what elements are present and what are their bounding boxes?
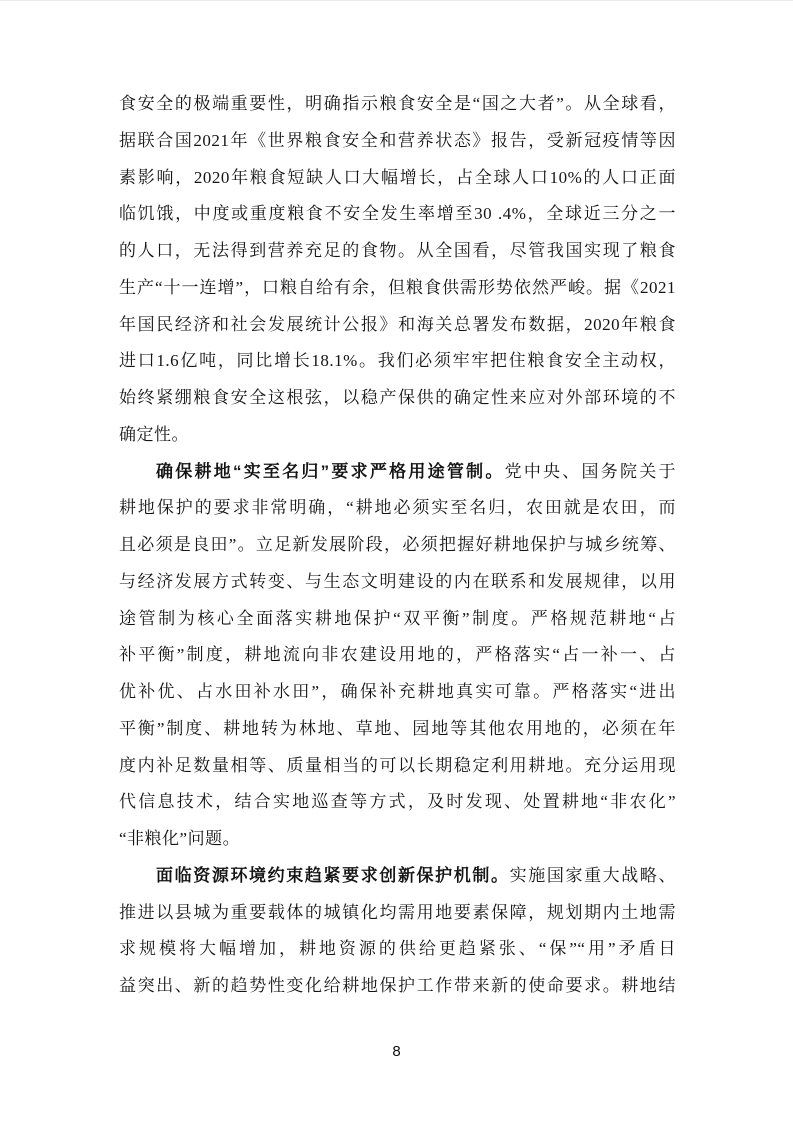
page-number: 8 [392,1043,401,1060]
text-line: 代信息技术，结合实地巡查等方式，及时发现、处置耕地“非农化” [119,792,676,812]
text-line: 生产“十一连增”，口粮自给有余，但粮食供需形势依然严峻。据《2021 [119,277,676,297]
text-line: 推进以县城为重要载体的城镇化均需用地要素保障，规划期内土地需 [119,902,676,922]
text-line: 确定性。 [119,424,189,444]
paragraph-heading: 确保耕地“实至名归”要求严格用途管制。 [156,461,505,481]
text-line: 临饥饿，中度或重度粮食不安全发生率增至30 .4%，全球近三分之一 [119,204,676,224]
paragraph-heading: 面临资源环境约束趋紧要求创新保护机制。 [156,865,510,885]
text-line: 年国民经济和社会发展统计公报》和海关总署发布数据，2020年粮食 [119,314,676,334]
text-line [119,454,676,491]
text-line: 进口1.6亿吨，同比增长18.1%。我们必须牢牢把住粮食安全主动权， [119,351,676,371]
text-line: 补平衡”制度，耕地流向非农建设用地的，严格落实“占一补一、占 [119,645,676,665]
text-run: 党中央、国务院关于 [504,461,676,481]
paragraph-2 [119,454,676,858]
text-line: 始终紧绷粮食安全这根弦，以稳产保供的确定性来应对外部环境的不 [119,388,676,407]
text-line: 食安全的极端重要性，明确指示粮食安全是“国之大者”。从全球看， [119,94,676,113]
text-line: 平衡”制度、耕地转为林地、草地、园地等其他农用地的，必须在年 [119,718,676,738]
text-line: 优补优、占水田补水田”，确保补充耕地真实可靠。严格落实“进出 [119,682,676,701]
text-line: 途管制为核心全面落实耕地保护“双平衡”制度。严格规范耕地“占 [119,608,676,628]
paragraph-3 [119,858,676,1005]
paragraph-1 [119,86,676,454]
text-line: 与经济发展方式转变、与生态文明建设的内在联系和发展规律，以用 [119,571,676,591]
text-line: 益突出、新的趋势性变化给耕地保护工作带来新的使命要求。耕地结 [119,976,676,995]
text-line [119,858,676,895]
text-run: 实施国家重大战略、 [509,865,676,885]
page-body-text [119,86,676,1005]
text-line: 度内补足数量相等、质量相当的可以长期稳定利用耕地。充分运用现 [119,755,676,775]
text-line: 且必须是良田”。立足新发展阶段，必须把握好耕地保护与城乡统筹、 [119,535,676,554]
text-line: 的人口，无法得到营养充足的食物。从全国看，尽管我国实现了粮食 [119,241,676,260]
text-line: 耕地保护的要求非常明确，“耕地必须实至名归，农田就是农田，而 [119,498,676,518]
text-line: 据联合国2021年《世界粮食安全和营养状态》报告，受新冠疫情等因 [119,130,676,150]
text-line: 求规模将大幅增加，耕地资源的供给更趋紧张、“保”“用”矛盾日 [119,939,676,959]
text-line: 素影响，2020年粮食短缺人口大幅增长，占全球人口10%的人口正面 [119,167,676,187]
text-line: “非粮化”问题。 [119,829,241,848]
